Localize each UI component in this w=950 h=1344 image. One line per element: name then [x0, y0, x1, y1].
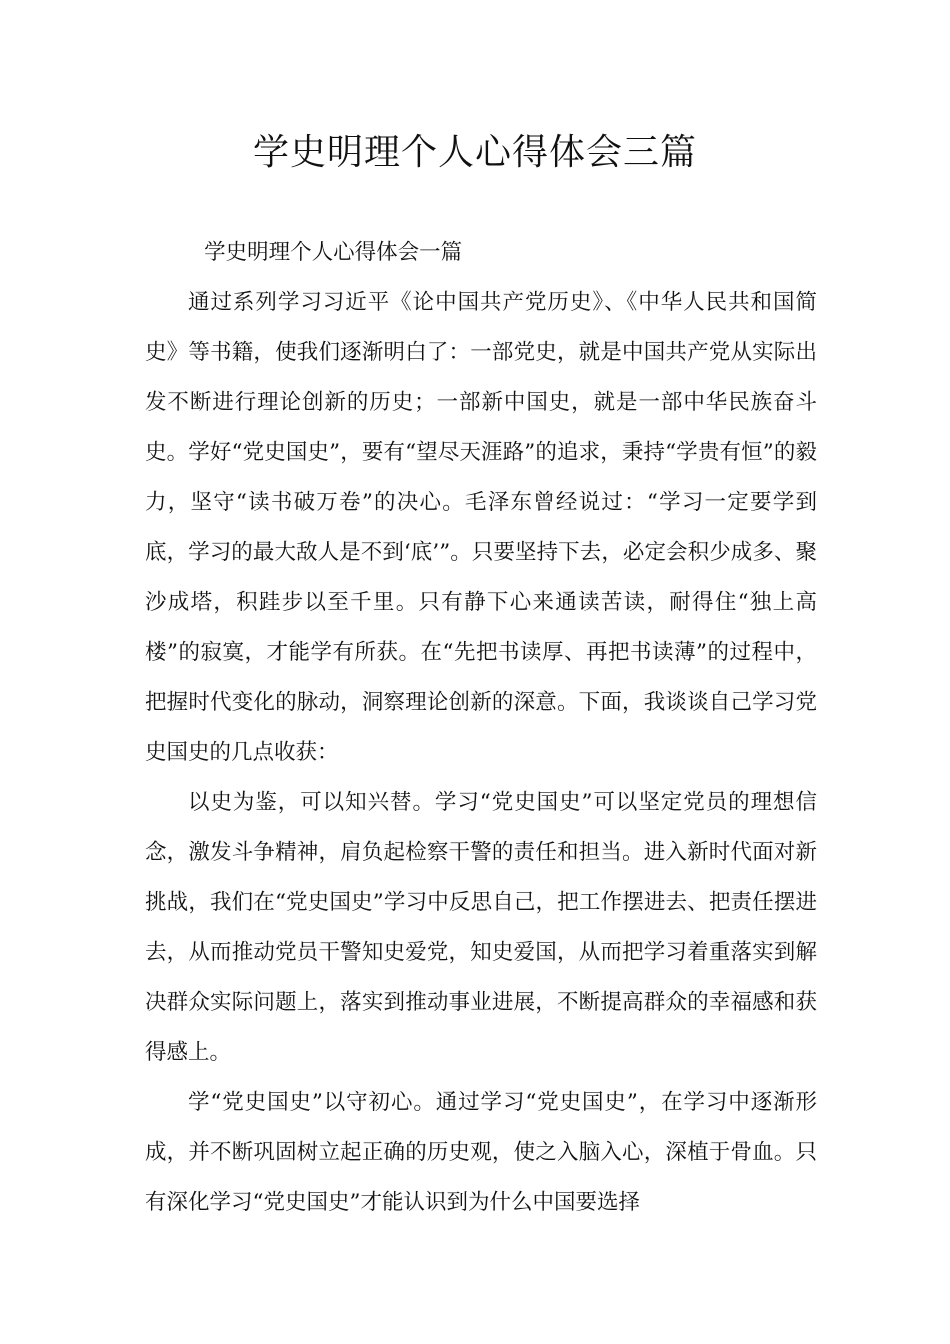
document-title: 学史明理个人心得体会三篇 [252, 132, 697, 173]
document-body [145, 228, 817, 1228]
paragraph-1: 通过系列学习习近平《论中国共产党历史》、《中华人民共和国简史》等书籍，使我们逐渐明白了：一部党史，就是中国共产党从实际出发不断进行理论创新的历史；一部新中国史，就是一部中华民族奋斗史。学好“党史国史”，要有“望尽天涯路”的追求，秉持“学贵有恒”的毅力，坚守“读书破万卷”的决心。毛泽东曾经说过：“学习一定要学到底，学习的最大敌人是不到‘底’”。只要坚持下去，必定会积少成多、聚沙成塔，积跬步以至千里。只有静下心来通读苦读，耐得住“独上高楼”的寂寞，才能学有所获。在“先把书读厚、再把书读薄”的过程中，把握时代变化的脉动，洞察理论创新的深意。下面，我谈谈自己学习党史国史的几点收获： [145, 290, 817, 765]
section-subheading: 学史明理个人心得体会一篇 [204, 240, 463, 265]
paragraph-3: 学“党史国史”以守初心。通过学习“党史国史”，在学习中逐渐形成，并不断巩固树立起正确的历史观，使之入脑入心，深植于骨血。只有深化学习“党史国史”才能认识到为什么中国要选择 [145, 1090, 817, 1215]
paragraph-2: 以史为鉴，可以知兴替。学习“党史国史”可以坚定党员的理想信念，激发斗争精神，肩负起检察干警的责任和担当。进入新时代面对新挑战，我们在“党史国史”学习中反思自己，把工作摆进去、把责任摆进去，从而推动党员干警知史爱党，知史爱国，从而把学习着重落实到解决群众实际问题上，落实到推动事业进展，不断提高群众的幸福感和获得感上。 [145, 790, 817, 1065]
